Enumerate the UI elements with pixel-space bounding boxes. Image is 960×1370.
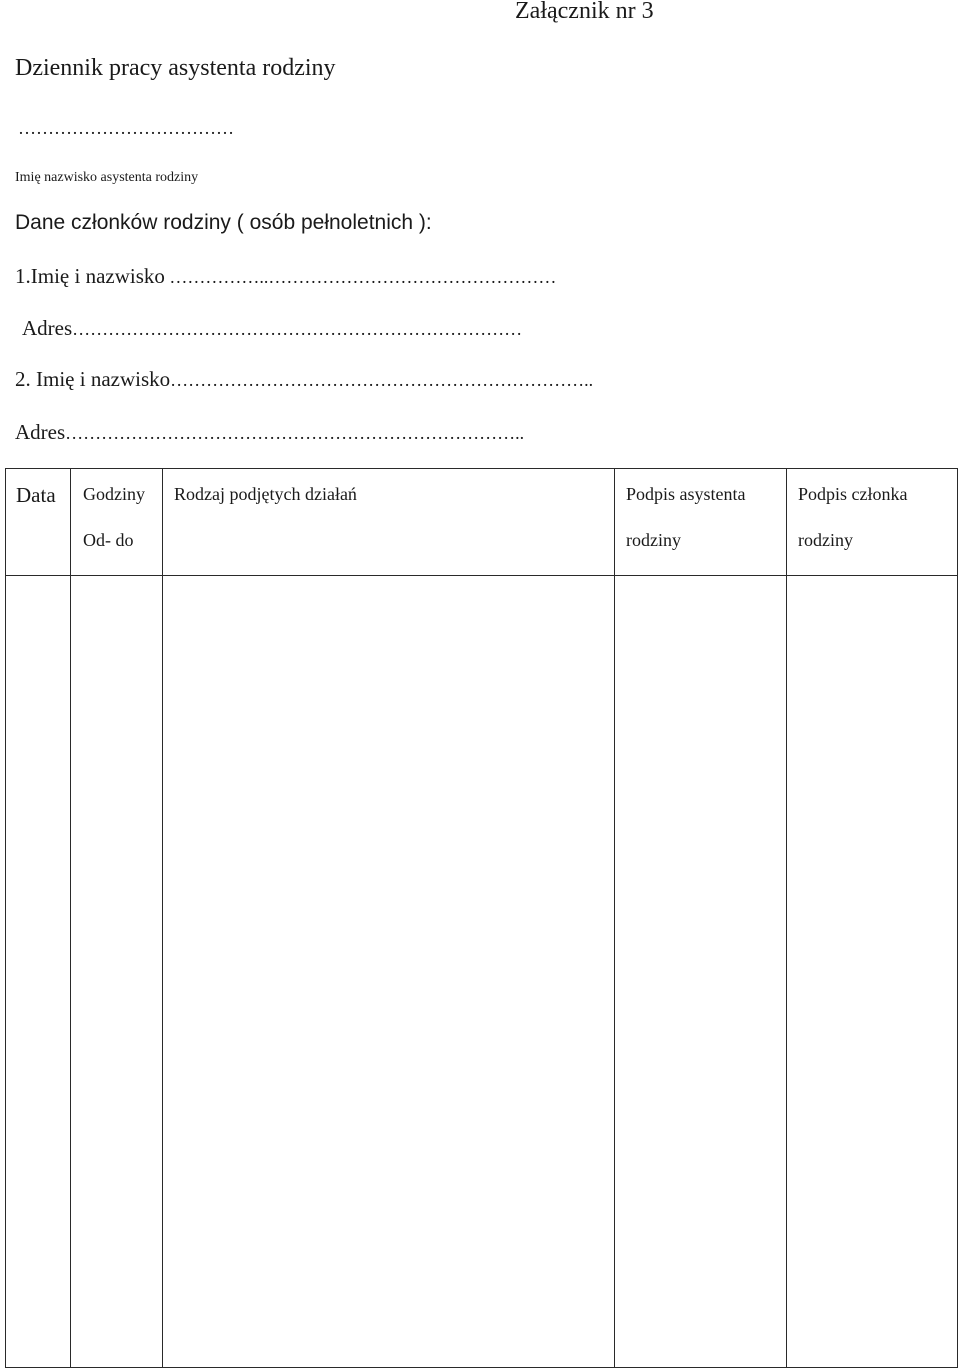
member-2-name-label: 2. Imię i nazwisko [15, 367, 171, 391]
annex-label: Załącznik nr 3 [515, 0, 654, 24]
column-header-actions: Rodzaj podjętych działań [174, 484, 357, 504]
column-header-hours: Godziny [83, 484, 145, 504]
member-1-name-label: 1.Imię i nazwisko [15, 264, 165, 288]
document-title: Dziennik pracy asystenta rodziny [15, 55, 336, 81]
member-2-address-field[interactable]: ………………………………………………………………….. [65, 423, 525, 443]
family-section-heading: Dane członków rodziny ( osób pełnoletnich ): [15, 211, 432, 234]
member-2-address-label: Adres [15, 420, 66, 444]
assistant-name-caption: Imię nazwisko asystenta rodziny [15, 170, 199, 185]
column-header-assistant-signature: Podpis asystenta [626, 484, 746, 504]
member-2-name-line [15, 367, 593, 392]
member-2-address-line [15, 420, 524, 445]
column-divider [162, 469, 163, 1367]
column-divider [70, 469, 71, 1367]
column-header-member-signature: Podpis członka [798, 484, 908, 504]
member-2-name-field[interactable]: …………………………………………………………….. [170, 370, 594, 390]
column-divider [614, 469, 615, 1367]
column-header-member-signature-line2: rodziny [798, 530, 853, 550]
column-header-date: Data [16, 483, 56, 507]
header-row-divider [6, 575, 957, 576]
member-1-address-label: Adres [22, 316, 73, 340]
column-header-hours-range: Od- do [83, 530, 134, 550]
member-1-address-field[interactable]: ………………………………………………………………… [72, 319, 523, 339]
assistant-name-field[interactable]: ……………………………… [18, 118, 234, 138]
member-1-name-line [15, 264, 556, 289]
journal-table [5, 468, 958, 1368]
member-1-address-line [22, 316, 522, 341]
column-header-assistant-signature-line2: rodziny [626, 530, 681, 550]
column-divider [786, 469, 787, 1367]
member-1-name-field[interactable]: ……………..………………………………………… [164, 267, 557, 287]
